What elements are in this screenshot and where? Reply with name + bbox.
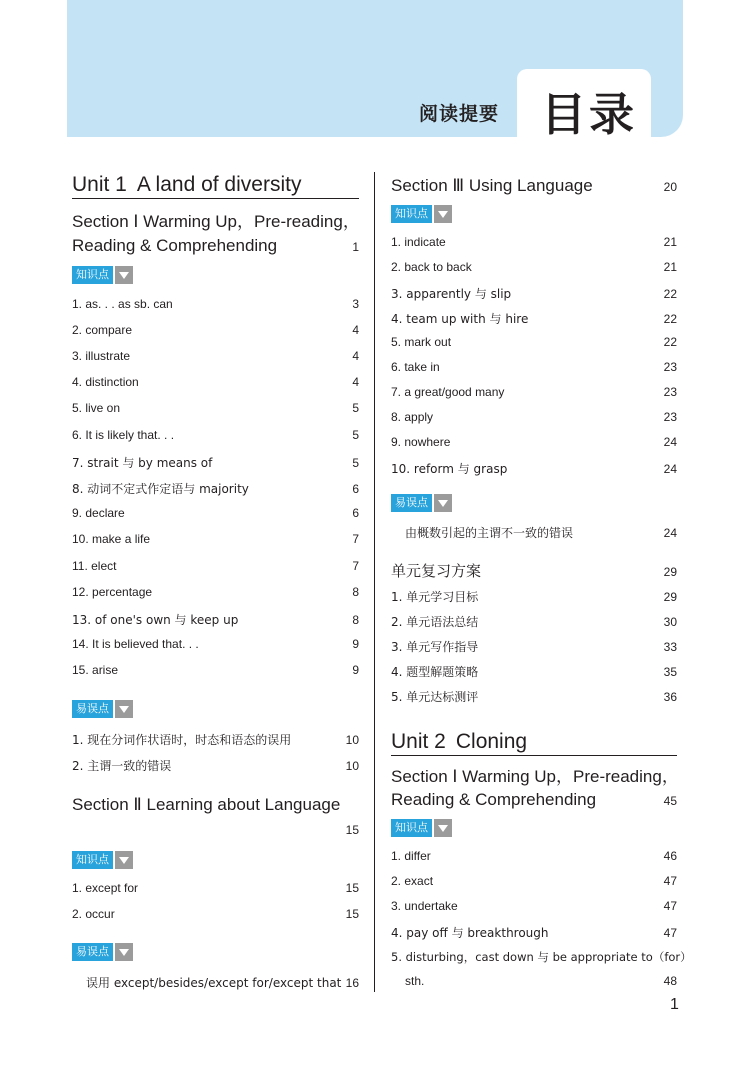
item-label: 1. except for <box>72 881 139 895</box>
page-ref: 7 <box>352 532 359 546</box>
toc-item[interactable] <box>72 480 359 497</box>
toc-item[interactable] <box>72 506 359 520</box>
item-label: 由概数引起的主谓不一致的错误 <box>405 526 574 540</box>
toc-item[interactable] <box>391 385 677 399</box>
u2-section-1-entry[interactable] <box>391 790 677 810</box>
toc-item[interactable] <box>391 638 677 655</box>
chevron-down-icon <box>115 266 133 284</box>
toc-item-cont[interactable] <box>391 974 677 988</box>
page-ref: 46 <box>663 849 677 863</box>
mistakes-badge <box>391 494 677 512</box>
page-ref: 24 <box>663 526 677 540</box>
page-ref: 24 <box>663 462 677 476</box>
item-label: 12. percentage <box>72 585 153 599</box>
toc-item[interactable] <box>391 588 677 605</box>
item-label: 1. indicate <box>391 235 446 249</box>
badge-label: 知识点 <box>72 851 113 869</box>
unit-2-heading[interactable] <box>391 730 677 756</box>
toc-item[interactable] <box>72 454 359 471</box>
page-ref: 5 <box>352 428 359 442</box>
toc-item[interactable] <box>391 435 677 449</box>
knowledge-badge <box>391 819 677 837</box>
item-label: 6. It is likely that. . . <box>72 428 175 442</box>
item-label: 5. mark out <box>391 335 452 349</box>
item-label: 4. team up with 与 hire <box>391 312 529 326</box>
knowledge-badge <box>72 266 359 284</box>
page-ref: 9 <box>352 663 359 677</box>
toc-item[interactable] <box>391 899 677 913</box>
unit-number: Unit 1 <box>72 173 127 196</box>
knowledge-badge <box>391 205 677 223</box>
item-label: 误用 except/besides/except for/except that <box>86 976 342 990</box>
toc-item[interactable] <box>72 974 359 991</box>
item-label: 2. occur <box>72 907 115 921</box>
page-ref: 8 <box>352 613 359 627</box>
item-label: 9. nowhere <box>391 435 451 449</box>
page-ref: 4 <box>352 323 359 337</box>
page-ref: 29 <box>663 590 677 604</box>
section-3-entry[interactable] <box>391 176 677 196</box>
toc-item[interactable] <box>391 260 677 274</box>
item-label: 1. differ <box>391 849 431 863</box>
item-label: 2. back to back <box>391 260 472 274</box>
u2-section-1-title-cont: Reading & Comprehending <box>391 790 597 809</box>
item-label: 10. reform 与 grasp <box>391 462 508 476</box>
section-1-entry[interactable] <box>72 236 359 256</box>
item-label: 3. apparently 与 slip <box>391 287 512 301</box>
toc-item[interactable] <box>391 410 677 424</box>
item-label: 15. arise <box>72 663 119 677</box>
badge-label: 易误点 <box>391 494 432 512</box>
page-ref: 4 <box>352 349 359 363</box>
chevron-down-icon <box>434 205 452 223</box>
page-ref: 8 <box>352 585 359 599</box>
item-label: 13. of one's own 与 keep up <box>72 613 239 627</box>
item-label: 8. apply <box>391 410 434 424</box>
review-entry[interactable] <box>391 560 677 581</box>
page-ref: 1 <box>352 240 359 254</box>
page-ref: 45 <box>663 794 677 808</box>
toc-item[interactable] <box>72 559 359 573</box>
page-ref: 33 <box>663 640 677 654</box>
item-label: 1. 现在分词作状语时，时态和语态的误用 <box>72 733 292 747</box>
toc-item[interactable] <box>72 907 359 921</box>
section-1-title[interactable]: Section Ⅰ Warming Up，Pre-reading， <box>72 212 360 231</box>
toc-item[interactable] <box>391 235 677 249</box>
item-label: 2. exact <box>391 874 434 888</box>
page-ref: 15 <box>345 881 359 895</box>
toc-item[interactable] <box>391 688 677 705</box>
item-label: 8. 动词不定式作定语与 majority <box>72 482 249 496</box>
item-label: 7. a great/good many <box>391 385 505 399</box>
page-ref: 5 <box>352 401 359 415</box>
toc-item[interactable] <box>72 611 359 628</box>
toc-item[interactable] <box>391 613 677 630</box>
page-ref: 47 <box>663 926 677 940</box>
item-label: 2. compare <box>72 323 133 337</box>
page-ref: 47 <box>663 874 677 888</box>
item-label: 11. elect <box>72 559 117 573</box>
item-label: 3. undertake <box>391 899 458 913</box>
page-ref: 3 <box>352 297 359 311</box>
toc-item[interactable] <box>391 524 677 541</box>
item-label: 5. live on <box>72 401 121 415</box>
page-ref: 22 <box>663 312 677 326</box>
item-label: 4. pay off 与 breakthrough <box>391 926 549 940</box>
page-ref: 23 <box>663 410 677 424</box>
page-ref: 20 <box>663 180 677 194</box>
toc-item[interactable] <box>72 532 359 546</box>
item-label: 14. It is believed that. . . <box>72 637 199 651</box>
page-ref: 10 <box>345 759 359 773</box>
page-ref: 9 <box>352 637 359 651</box>
page-ref: 30 <box>663 615 677 629</box>
toc-item[interactable] <box>72 881 359 895</box>
toc-item[interactable] <box>72 731 359 748</box>
page-title: 目录 <box>541 88 638 141</box>
page-ref: 29 <box>663 565 677 579</box>
toc-item[interactable] <box>72 297 359 311</box>
item-label: 7. strait 与 by means of <box>72 456 213 470</box>
u2-section-1-title[interactable]: Section Ⅰ Warming Up，Pre-reading， <box>391 767 679 786</box>
toc-item[interactable] <box>391 663 677 680</box>
page-ref: 6 <box>352 482 359 496</box>
item-label: 6. take in <box>391 360 440 374</box>
page-ref: 21 <box>663 235 677 249</box>
item-label: 1. 单元学习目标 <box>391 590 479 604</box>
toc-item[interactable] <box>72 323 359 337</box>
section-3-title: Section Ⅲ Using Language <box>391 176 593 195</box>
unit-number: Unit 2 <box>391 730 446 753</box>
toc-item[interactable] <box>391 335 677 349</box>
item-label: sth. <box>405 974 425 988</box>
review-title: 单元复习方案 <box>391 562 482 580</box>
toc-item[interactable] <box>391 460 677 477</box>
mistakes-badge <box>72 943 359 961</box>
unit-1-heading[interactable] <box>72 173 359 199</box>
item-label: 4. 题型解题策略 <box>391 665 479 679</box>
badge-label: 知识点 <box>72 266 113 284</box>
item-label: 3. 单元写作指导 <box>391 640 479 654</box>
toc-item[interactable] <box>391 924 677 941</box>
chevron-down-icon <box>434 819 452 837</box>
column-divider <box>374 172 375 992</box>
page-ref: 7 <box>352 559 359 573</box>
toc-item[interactable] <box>72 663 359 677</box>
badge-label: 易误点 <box>72 700 113 718</box>
toc-item[interactable] <box>72 428 359 442</box>
badge-label: 知识点 <box>391 205 432 223</box>
item-label: 5. 单元达标测评 <box>391 690 479 704</box>
page-ref: 47 <box>663 899 677 913</box>
page-ref: 23 <box>663 360 677 374</box>
header-subtitle: 阅读提要 <box>419 103 500 125</box>
page-ref: 16 <box>345 976 359 990</box>
item-label: 2. 主谓一致的错误 <box>72 759 172 773</box>
item-label: 3. illustrate <box>72 349 131 363</box>
toc-item[interactable] <box>72 757 359 774</box>
page-ref: 4 <box>352 375 359 389</box>
section-2-page <box>72 823 359 837</box>
page-ref: 15 <box>345 823 359 837</box>
chevron-down-icon <box>115 851 133 869</box>
toc-item[interactable] <box>391 949 692 965</box>
page-ref: 22 <box>663 335 677 349</box>
unit-title: A land of diversity <box>136 173 302 196</box>
toc-item[interactable] <box>72 349 359 363</box>
mistakes-badge <box>72 700 359 718</box>
toc-item[interactable] <box>72 375 359 389</box>
badge-label: 知识点 <box>391 819 432 837</box>
toc-item[interactable] <box>72 401 359 415</box>
item-label: 4. distinction <box>72 375 139 389</box>
page-ref: 5 <box>352 456 359 470</box>
page-ref: 48 <box>663 974 677 988</box>
page-ref: 24 <box>663 435 677 449</box>
item-label: 5. disturbing，cast down 与 be appropriate to（for） <box>391 950 692 964</box>
page-ref: 35 <box>663 665 677 679</box>
toc-item[interactable] <box>72 637 359 651</box>
page-ref: 22 <box>663 287 677 301</box>
chevron-down-icon <box>115 943 133 961</box>
item-label: 2. 单元语法总结 <box>391 615 479 629</box>
chevron-down-icon <box>434 494 452 512</box>
chevron-down-icon <box>115 700 133 718</box>
page-ref: 15 <box>345 907 359 921</box>
toc-item[interactable] <box>391 849 677 863</box>
page-ref: 23 <box>663 385 677 399</box>
page-ref: 21 <box>663 260 677 274</box>
item-label: 10. make a life <box>72 532 151 546</box>
page-ref: 10 <box>345 733 359 747</box>
badge-label: 易误点 <box>72 943 113 961</box>
unit-title: Cloning <box>455 730 528 753</box>
toc-item[interactable] <box>391 310 677 327</box>
page-ref: 36 <box>663 690 677 704</box>
knowledge-badge <box>72 851 359 869</box>
toc-item[interactable] <box>391 285 677 302</box>
page-ref: 6 <box>352 506 359 520</box>
item-label: 1. as. . . as sb. can <box>72 297 173 311</box>
item-label: 9. declare <box>72 506 125 520</box>
section-2-title[interactable]: Section Ⅱ Learning about Language <box>72 795 341 814</box>
toc-item[interactable] <box>391 874 677 888</box>
toc-item[interactable] <box>72 585 359 599</box>
section-1-title-cont: Reading & Comprehending <box>72 236 278 255</box>
toc-item[interactable] <box>391 360 677 374</box>
page-number: 1 <box>670 996 679 1013</box>
